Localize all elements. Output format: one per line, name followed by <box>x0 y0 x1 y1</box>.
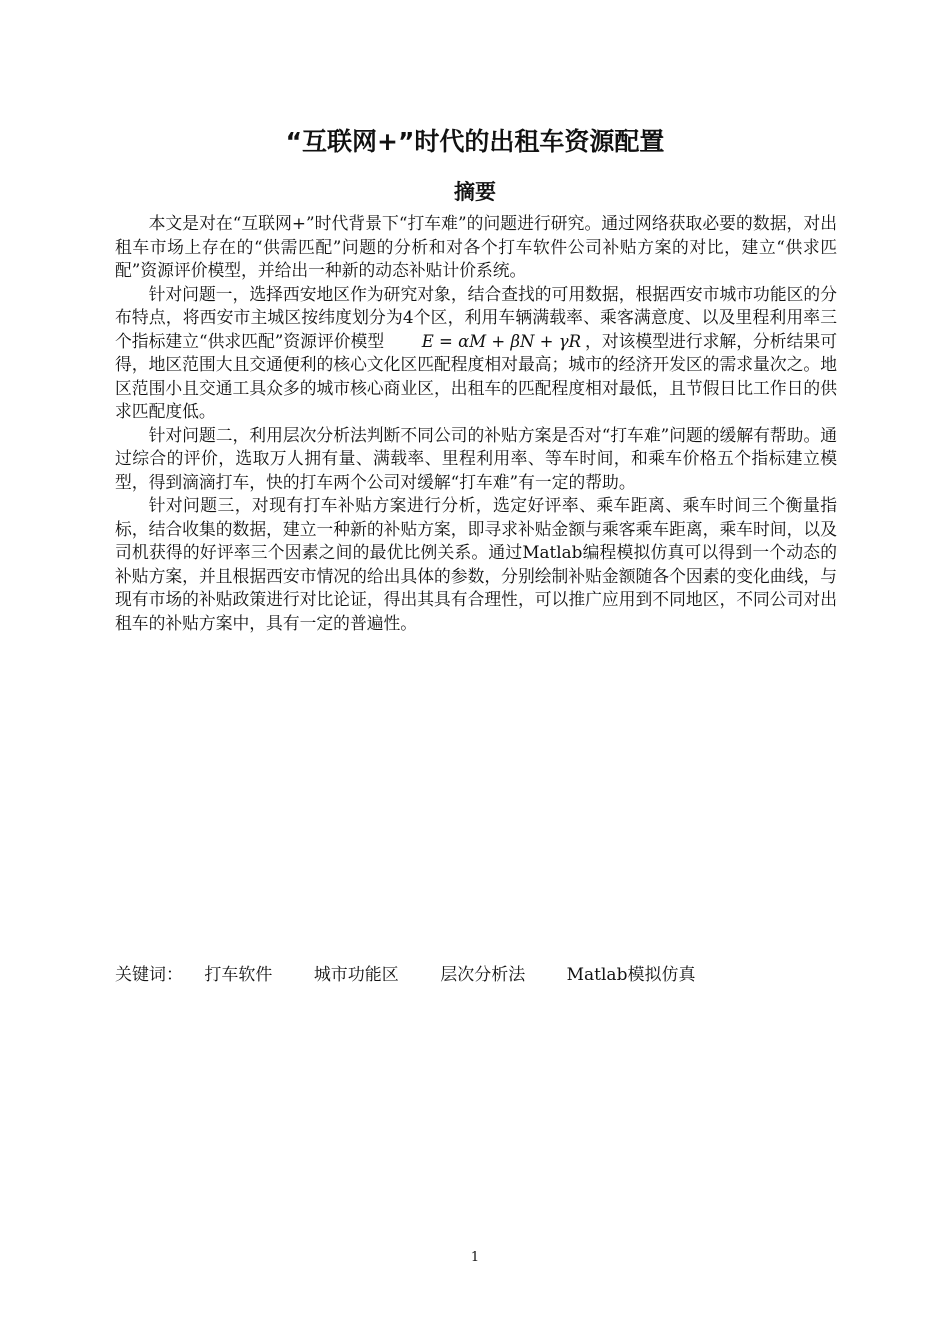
abstract-paragraph-4: 针对问题三，对现有打车补贴方案进行分析，选定好评率、乘车距离、乘车时间三个衡量指标，结合收集的数据，建立一种新的补贴方案，即寻求补贴金额与乘客乘车距离，乘车时间，以及司机获得的好评率三个因素之间的最优比例关系。通过Matlab编程模拟仿真可以得到一个动态的补贴方案，并且根据西安市情况的给出具体的参数，分别绘制补贴金额随各个因素的变化曲线，与现有市场的补贴政策进行对比论证，得出其具有合理性，可以推广应用到不同地区，不同公司对出租车的补贴方案中，具有一定的普遍性。 <box>115 495 837 633</box>
keyword-item: Matlab模拟仿真 <box>566 965 696 985</box>
keywords-line <box>115 960 837 985</box>
abstract-body <box>115 212 837 635</box>
evaluation-model-formula: E = αM + βN + γR <box>421 331 582 351</box>
abstract-paragraph-2 <box>115 283 837 424</box>
keyword-item: 城市功能区 <box>313 965 399 985</box>
abstract-paragraph-3: 针对问题二，利用层次分析法判断不同公司的补贴方案是否对“打车难”问题的缓解有帮助。通过综合的评价，选取万人拥有量、满载率、里程利用率、等车时间，和乘车价格五个指标建立模型，得到滴滴打车，快的打车两个公司对缓解“打车难”有一定的帮助。 <box>115 424 838 492</box>
abstract-heading: 摘要 <box>454 180 496 204</box>
abstract-paragraph-2-text-before: 针对问题一，选择西安地区作为研究对象，结合查找的可用数据，根据西安市城市功能区的分布特点，将西安市主城区按纬度划分为4个区，利用车辆满载率、乘客满意度、以及里程利用率三个指标建立“供求匹配”资源评价模型 <box>115 283 837 351</box>
abstract-paragraph-1: 本文是对在“互联网+”时代背景下“打车难”的问题进行研究。通过网络获取必要的数据，对出租车市场上存在的“供需匹配”问题的分析和对各个打车软件公司补贴方案的对比，建立“供求匹配”资源评价模型，并给出一种新的动态补贴计价系统。 <box>115 213 837 280</box>
page-number: 1 <box>470 1250 480 1265</box>
abstract-paragraph-2-text-after: ，对该模型进行求解，分析结果可得，地区范围大且交通便利的核心文化区匹配程度相对最高；城市的经济开发区的需求量次之。地区范围小且交通工具众多的城市核心商业区，出租车的匹配程度相对最低，且节假日比工作日的供求匹配度低。 <box>115 330 837 421</box>
keyword-item: 层次分析法 <box>440 965 526 985</box>
paper-title: “互联网+”时代的出租车资源配置 <box>285 127 665 156</box>
keyword-item: 打车软件 <box>204 965 273 985</box>
keywords-label: 关键词： <box>115 965 183 985</box>
